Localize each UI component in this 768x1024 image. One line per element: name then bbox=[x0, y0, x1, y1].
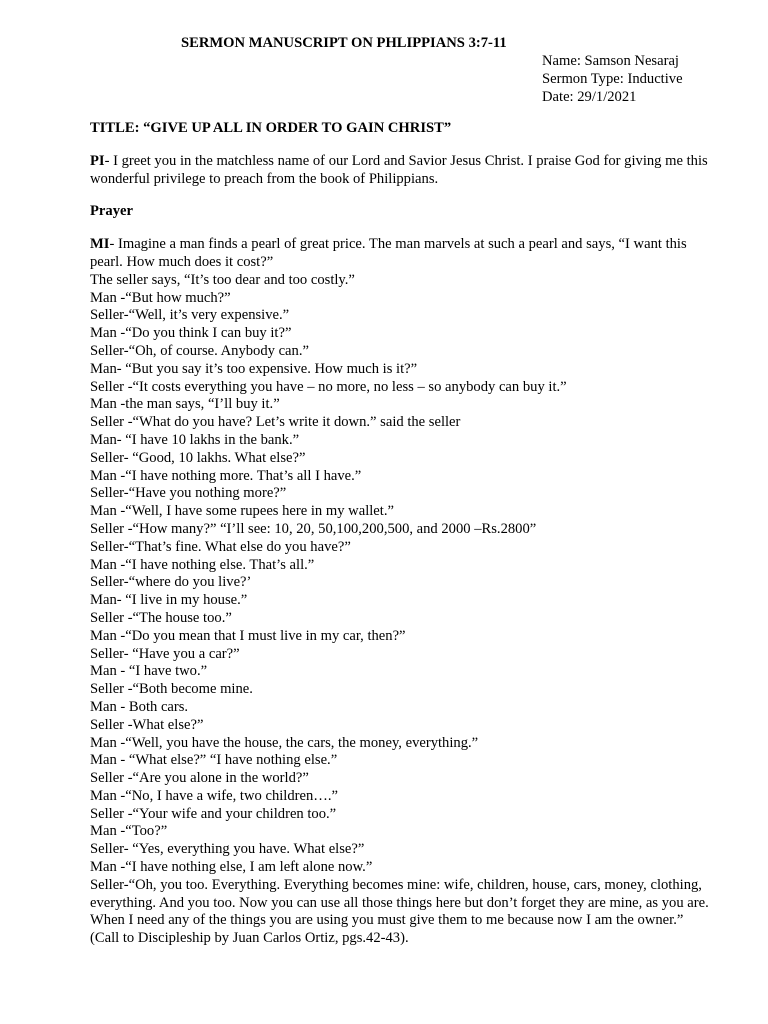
pi-text: - I greet you in the matchless name of our Lord and Savior Jesus Christ. I praise God for giving me this wonderful privilege to preach from the book of Philippians. bbox=[90, 152, 708, 187]
dialogue-line: Seller -“Are you alone in the world?” bbox=[90, 770, 309, 787]
dialogue-line: Man -“Do you mean that I must live in my car, then?” bbox=[90, 627, 406, 644]
dialogue-line: Man -“I have nothing more. That’s all I have.” bbox=[90, 467, 362, 484]
dialogue-line: Man -the man says, “I’ll buy it.” bbox=[90, 396, 280, 413]
dialogue-line: Man- “I have 10 lakhs in the bank.” bbox=[90, 431, 300, 448]
dialogue-line: Seller-“Well, it’s very expensive.” bbox=[90, 307, 290, 324]
dialogue-line: Seller-“where do you live?’ bbox=[90, 574, 252, 591]
mi-text: - Imagine a man finds a pearl of great price. The man marvels at such a pearl and says, “I want this pearl. How much does it cost?” bbox=[90, 236, 687, 270]
dialogue-line: The seller says, “It’s too dear and too costly.” bbox=[90, 271, 355, 288]
prayer-heading: Prayer bbox=[90, 203, 133, 220]
dialogue-line: Man- “I live in my house.” bbox=[90, 592, 248, 609]
author-name: Name: Samson Nesaraj bbox=[542, 53, 679, 69]
dialogue-line: Man -“I have nothing else. That’s all.” bbox=[90, 556, 315, 573]
sermon-title: TITLE: “GIVE UP ALL IN ORDER TO GAIN CHRIST” bbox=[90, 120, 452, 136]
dialogue-line: Man -“Do you think I can buy it?” bbox=[90, 325, 292, 342]
dialogue-line: Man -“I have nothing else, I am left alone now.” bbox=[90, 859, 373, 876]
sermon-type: Sermon Type: Inductive bbox=[542, 70, 683, 87]
document-body bbox=[90, 120, 710, 948]
dialogue-line: Seller -“How many?” “I’ll see: 10, 20, 50,100,200,500, and 2000 –Rs.2800” bbox=[90, 520, 537, 537]
sermon-date: Date: 29/1/2021 bbox=[542, 88, 637, 105]
dialogue-line: Seller- “Yes, everything you have. What else?” bbox=[90, 841, 365, 858]
dialogue-list bbox=[90, 272, 710, 948]
dialogue-line: Seller -“Your wife and your children too.” bbox=[90, 805, 337, 822]
dialogue-line: Man -“Well, I have some rupees here in my wallet.” bbox=[90, 503, 394, 520]
dialogue-line: Seller -“What do you have? Let’s write it down.” said the seller bbox=[90, 414, 461, 431]
dialogue-line: Seller -“Both become mine. bbox=[90, 681, 253, 698]
mi-paragraph bbox=[90, 236, 710, 272]
dialogue-line: Man -“Too?” bbox=[90, 823, 168, 840]
dialogue-line: Seller-“Oh, you too. Everything. Everything becomes mine: wife, children, house, cars, money, clothing, everything. And you too. Now you can use all those things here but don’t forget they are mine, as you are. When I need any of the things you are using you must give them to me because now I am the owner.” (Call to Discipleship by Juan Carlos Ortiz, pgs.42-43). bbox=[90, 876, 709, 947]
dialogue-line: Man -“Well, you have the house, the cars, the money, everything.” bbox=[90, 734, 479, 751]
dialogue-line: Seller-“Oh, of course. Anybody can.” bbox=[90, 342, 309, 359]
dialogue-line: Man - “What else?” “I have nothing else.” bbox=[90, 752, 338, 769]
pi-paragraph bbox=[90, 153, 710, 189]
dialogue-line: Man- “But you say it’s too expensive. How much is it?” bbox=[90, 360, 418, 377]
dialogue-line: Man -“No, I have a wife, two children….” bbox=[90, 787, 339, 804]
pi-label: PI bbox=[90, 152, 105, 169]
dialogue-line: Seller- “Have you a car?” bbox=[90, 645, 240, 662]
author-meta-block bbox=[542, 53, 683, 106]
dialogue-line: Seller-“That’s fine. What else do you have?” bbox=[90, 538, 351, 555]
mi-label: MI bbox=[90, 236, 110, 253]
dialogue-line: Seller-“Have you nothing more?” bbox=[90, 485, 287, 502]
dialogue-line: Seller -“It costs everything you have – no more, no less – so anybody can buy it.” bbox=[90, 378, 567, 395]
dialogue-line: Seller- “Good, 10 lakhs. What else?” bbox=[90, 449, 306, 466]
document-heading: SERMON MANUSCRIPT ON PHLIPPIANS 3:7-11 bbox=[181, 35, 507, 51]
dialogue-line: Man -“But how much?” bbox=[90, 289, 231, 306]
dialogue-line: Seller -“The house too.” bbox=[90, 609, 232, 626]
dialogue-line: Man - “I have two.” bbox=[90, 663, 208, 680]
dialogue-line: Seller -What else?” bbox=[90, 716, 204, 733]
dialogue-line: Man - Both cars. bbox=[90, 698, 189, 715]
